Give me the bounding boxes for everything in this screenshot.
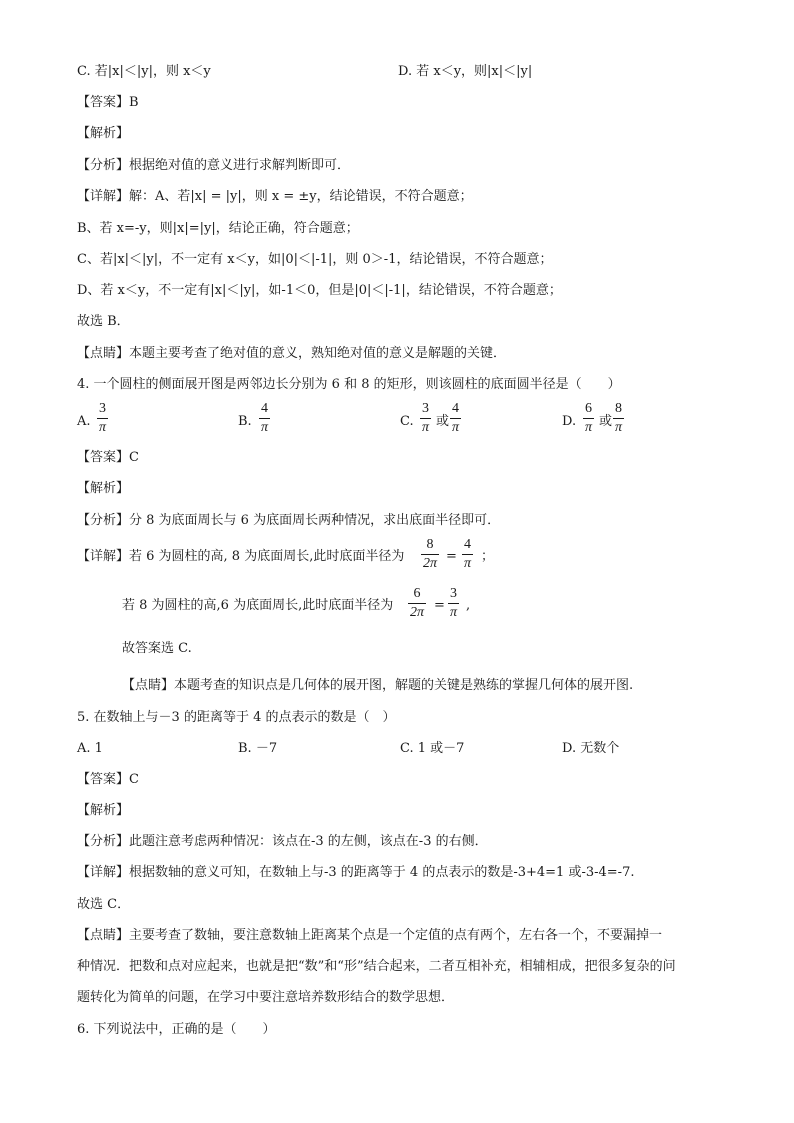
q4-option-b-label: B.	[238, 414, 252, 429]
q5-dianjing-line-1: 【点睛】主要考查了数轴，要注意数轴上距离某个点是一个定值的点有两个，左右各一个，不要漏掉一	[77, 928, 663, 943]
q4-option-a-label: A.	[77, 414, 91, 429]
fraction-denominator: π	[615, 420, 623, 435]
q4-option-d-fraction-2	[613, 401, 624, 436]
fraction-numerator: 6	[585, 401, 592, 416]
q5-stem: 5. 在数轴上与－3 的距离等于 4 的点表示的数是（ ）	[77, 710, 396, 725]
q4-analysis-heading: 【解析】	[77, 481, 130, 496]
fraction-numerator: 8	[426, 537, 434, 552]
q5-option-c: C. 1 或－7	[400, 741, 465, 756]
fraction-numerator: 4	[261, 401, 268, 416]
fraction-denominator: π	[452, 420, 460, 435]
q3-detail-a: 【详解】解：A、若|x| = |y|，则 x = ±y，结论错误，不符合题意；	[77, 189, 473, 204]
q5-dianjing-line-2: 种情况．把数和点对应起来，也就是把“数”和“形”结合起来，二者互相补充，相辅相成，把很多复杂的问	[77, 959, 676, 974]
q3-fenxi: 【分析】根据绝对值的意义进行求解判断即可．	[77, 158, 351, 173]
q5-fenxi: 【分析】此题注意考虑两种情况：该点在-3 的左侧，该点在-3 的右侧．	[77, 834, 488, 849]
fraction-numerator: 4	[464, 537, 471, 552]
q4-detail-2-equals: =	[434, 598, 445, 613]
q3-detail-c: C、若|x|＜|y|，不一定有 x＜y，如|0|＜|-1|，则 0＞-1，结论错误，不符合题意；	[77, 252, 553, 267]
fraction-denominator: π	[450, 605, 458, 620]
fraction-numerator: 6	[413, 586, 421, 601]
fraction-denominator: π	[99, 420, 107, 435]
q4-detail-2-fraction-a	[408, 586, 426, 621]
q5-option-b: B. －7	[238, 741, 278, 756]
q4-detail-2-text: 若 8 为圆柱的高,6 为底面周长,此时底面半径为	[122, 598, 394, 613]
q3-option-c: C. 若|x|＜|y|，则 x＜y	[77, 64, 211, 79]
q3-analysis-heading: 【解析】	[77, 126, 130, 141]
q4-fenxi: 【分析】分 8 为底面周长与 6 为底面周长两种情况，求出底面半径即可．	[77, 513, 501, 528]
fraction-denominator: 2π	[423, 556, 438, 571]
q4-detail-1-fraction-a	[421, 537, 439, 572]
q5-analysis-heading: 【解析】	[77, 803, 130, 818]
q4-option-d-fraction-1	[583, 401, 594, 436]
q4-detail-1-equals: =	[446, 549, 457, 564]
q5-option-a: A. 1	[77, 741, 103, 756]
q4-option-a-fraction	[97, 401, 108, 436]
q4-stem: 4. 一个圆柱的侧面展开图是两邻边长分别为 6 和 8 的矩形，则该圆柱的底面圆半径是（ ）	[77, 377, 621, 392]
q4-detail-1-fraction-b	[462, 537, 473, 572]
q4-detail-1-text: 【详解】若 6 为圆柱的高, 8 为底面周长,此时底面半径为	[77, 549, 405, 564]
fraction-denominator: π	[585, 420, 593, 435]
q4-option-c-fraction-2	[450, 401, 461, 436]
q3-option-d: D. 若 x＜y，则|x|＜|y|	[398, 64, 533, 79]
fraction-numerator: 8	[615, 401, 622, 416]
q5-choice: 故选 C．	[77, 897, 131, 912]
q3-choice: 故选 B．	[77, 314, 130, 329]
q4-detail-1-end: ；	[481, 549, 495, 564]
fraction-denominator: π	[261, 420, 269, 435]
q4-answer: 【答案】C	[77, 450, 139, 465]
fraction-numerator: 3	[450, 586, 457, 601]
q4-option-c-label: C.	[400, 414, 414, 429]
q5-dianjing-line-3: 题转化为简单的问题，在学习中要注意培养数形结合的数学思想．	[77, 990, 455, 1005]
q4-option-d-or: 或	[599, 414, 613, 429]
q3-answer: 【答案】B	[77, 95, 139, 110]
fraction-denominator: 2π	[410, 605, 425, 620]
fraction-denominator: π	[464, 556, 472, 571]
q3-dianjing: 【点睛】本题主要考查了绝对值的意义，熟知绝对值的意义是解题的关键．	[77, 346, 507, 361]
q4-option-c-or: 或	[436, 414, 450, 429]
fraction-numerator: 3	[422, 401, 429, 416]
q4-option-c-fraction-1	[420, 401, 431, 436]
q4-choice: 故答案选 C.	[122, 641, 192, 656]
fraction-denominator: π	[422, 420, 430, 435]
q3-detail-b: B、若 x=-y，则|x|=|y|，结论正确，符合题意；	[77, 221, 359, 236]
q4-detail-2-end: ,	[466, 598, 471, 613]
fraction-numerator: 3	[99, 401, 106, 416]
q5-answer: 【答案】C	[77, 772, 139, 787]
q5-detail: 【详解】根据数轴的意义可知，在数轴上与-3 的距离等于 4 的点表示的数是-3+4=1 或-3-4=-7.	[77, 865, 635, 880]
fraction-numerator: 4	[452, 401, 459, 416]
q4-option-b-fraction	[259, 401, 270, 436]
q6-stem: 6. 下列说法中，正确的是（ ）	[77, 1022, 276, 1037]
q4-dianjing: 【点睛】本题考查的知识点是几何体的展开图，解题的关键是熟练的掌握几何体的展开图.	[122, 678, 634, 693]
q4-detail-2-fraction-b	[448, 586, 459, 621]
q4-option-d-label: D.	[562, 414, 577, 429]
q3-detail-d: D、若 x＜y，不一定有|x|＜|y|，如-1＜0，但是|0|＜|-1|，结论错误，不符合题意；	[77, 283, 562, 298]
q5-option-d: D. 无数个	[562, 741, 620, 756]
